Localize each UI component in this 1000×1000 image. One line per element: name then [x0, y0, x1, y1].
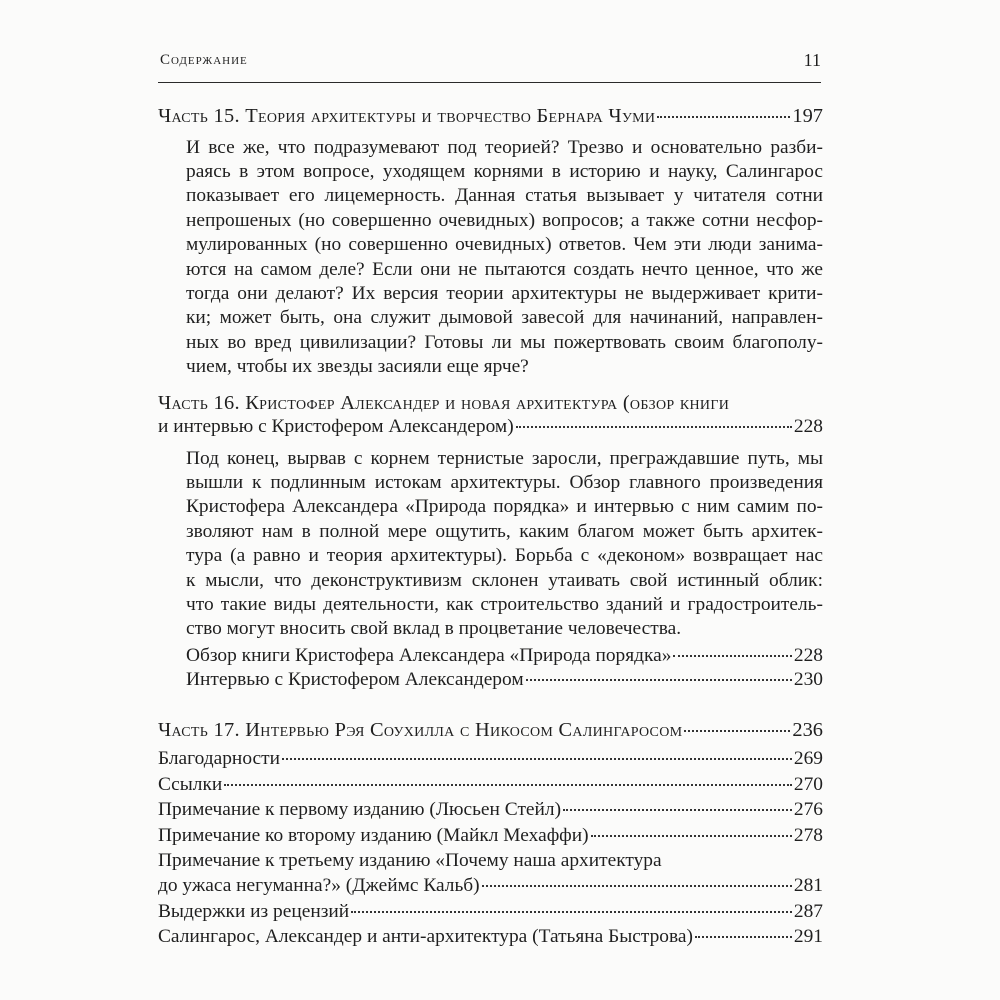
summary-line: И все же, что подразумевают под теорией? Трезво и основательно разби-: [186, 136, 823, 158]
toc-entry-label: Салингарос, Александер и анти-архитектура (Татьяна Быстрова): [158, 926, 693, 948]
toc-entry-page: 236: [792, 718, 823, 741]
toc-entry-label: Часть 15. Теория архитектуры и творчество Бернара Чуми: [158, 105, 656, 127]
toc-entry-note-second-edition[interactable]: [158, 823, 823, 848]
toc-entry-label: Примечание ко второму изданию (Майкл Мехаффи): [158, 824, 589, 846]
toc-entry-page: 270: [793, 773, 823, 795]
toc-entry-label: Часть 16. Кристофер Александер и новая архитектура (обзор книги: [158, 391, 730, 414]
summary-line: ных во вред цивилизации? Готовы ли мы пожертвовать своим благополу-: [186, 331, 823, 353]
toc-entry-page: 197: [792, 105, 823, 127]
dot-leader: [526, 665, 792, 681]
toc-entry-part-16[interactable]: [158, 391, 823, 440]
toc-entry-page: 291: [793, 926, 823, 948]
toc-entry-label: Выдержки из рецензий: [158, 900, 350, 922]
toc-entry-label: Примечание к третьему изданию «Почему наша архитектура: [158, 849, 662, 871]
summary-line: тогда они делают? Их версия теории архитектуры не выдерживает крити-: [186, 282, 823, 304]
dot-leader: [673, 641, 791, 657]
toc-entry-review-excerpts[interactable]: [158, 899, 823, 924]
toc-entry-label: Ссылки: [158, 773, 223, 795]
dot-leader: [695, 922, 792, 938]
toc-entry-page: 228: [793, 644, 823, 666]
toc-entry-page: 278: [793, 824, 823, 846]
summary-line: ются на самом деле? Если они не пытаются создать нечто ценное, что же: [186, 258, 823, 280]
toc-entry-note-first-edition[interactable]: [158, 797, 823, 822]
summary-line: зволяют нам в полной мере ощутить, каким благом может быть архитек-: [186, 520, 823, 542]
dot-leader: [516, 412, 792, 428]
summary-line: Кристофера Александера «Природа порядка» и интервью с ним самим по-: [186, 496, 823, 518]
toc-entry-part-15[interactable]: [158, 104, 823, 129]
toc-entry-label: Часть 17. Интервью Рэя Соухилла с Никосом Салингаросом: [158, 718, 683, 741]
summary-line: вышли к подлинным истокам архитектуры. Обзор главного произведения: [186, 471, 823, 493]
part-16-subentries: [186, 644, 823, 693]
running-header: [158, 50, 821, 83]
part-16-summary: [186, 447, 823, 642]
toc-entry-label-cont: и интервью с Кристофером Александером): [158, 416, 514, 438]
dot-leader: [224, 770, 792, 786]
toc-entry-label-cont: до ужаса негуманна?» (Джеймс Кальб): [158, 875, 480, 897]
toc-entry-part-17[interactable]: [158, 718, 823, 743]
summary-line: к мысли, что деконструктивизм склонен утаивать свой истинный облик:: [186, 569, 823, 591]
page-number: 11: [803, 50, 821, 70]
summary-line: Под конец, вырвав с корнем тернистые заросли, преграждавшие путь, мы: [186, 447, 823, 469]
summary-line: раясь в этом вопросе, уходящем корнями в историю и науку, Салингарос: [186, 160, 823, 182]
toc-entry-label: Примечание к первому изданию (Люсьен Стейл): [158, 799, 562, 821]
summary-line: тура (а равно и теория архитектуры). Борьба с «деконом» возвращает нас: [186, 545, 823, 567]
dot-leader: [684, 716, 790, 732]
dot-leader: [351, 897, 792, 913]
table-of-contents: [158, 104, 823, 950]
toc-entry-acknowledgements[interactable]: [158, 746, 823, 771]
toc-entry-page: 276: [793, 799, 823, 821]
toc-subentry[interactable]: [186, 668, 823, 693]
toc-entry-label: Благодарности: [158, 748, 280, 770]
toc-entry-references[interactable]: [158, 772, 823, 797]
dot-leader: [563, 795, 792, 811]
toc-entry-label: Обзор книги Кристофера Александера «Природа порядка»: [186, 644, 672, 666]
summary-line: чием, чтобы их звезды засияли еще ярче?: [186, 356, 529, 378]
summary-line: что такие виды деятельности, как строительство зданий и градостроитель-: [186, 594, 823, 615]
summary-line: ство могут вносить свой вклад в процветание человечества.: [186, 618, 682, 640]
toc-entry-page: 269: [793, 748, 823, 770]
back-matter: [158, 746, 823, 949]
part-15-summary: [186, 136, 823, 380]
toc-entry-page: 287: [793, 900, 823, 922]
toc-entry-page: 230: [793, 669, 823, 691]
dot-leader: [282, 744, 792, 760]
toc-entry-anti-architecture[interactable]: [158, 924, 823, 949]
dot-leader: [482, 871, 792, 887]
summary-line: мулированных (но совершенно очевидных) ответов. Чем эти люди занима-: [186, 234, 823, 256]
toc-entry-note-third-edition[interactable]: [158, 848, 823, 899]
toc-entry-page: 228: [793, 416, 823, 438]
summary-line: ки; может быть, она служит дымовой завесой для начинаний, направлен-: [186, 307, 823, 329]
summary-line: показывает его лицемерность. Данная статья вызывает у читателя сотни: [186, 185, 823, 207]
toc-entry-page: 281: [793, 875, 823, 897]
summary-line: непрошеных (но совершенно очевидных) вопросов; а также сотни несфор-: [186, 209, 823, 231]
header-title: Содержание: [160, 52, 248, 68]
dot-leader: [591, 821, 792, 837]
toc-entry-label: Интервью с Кристофером Александером: [186, 669, 524, 691]
dot-leader: [657, 102, 790, 118]
